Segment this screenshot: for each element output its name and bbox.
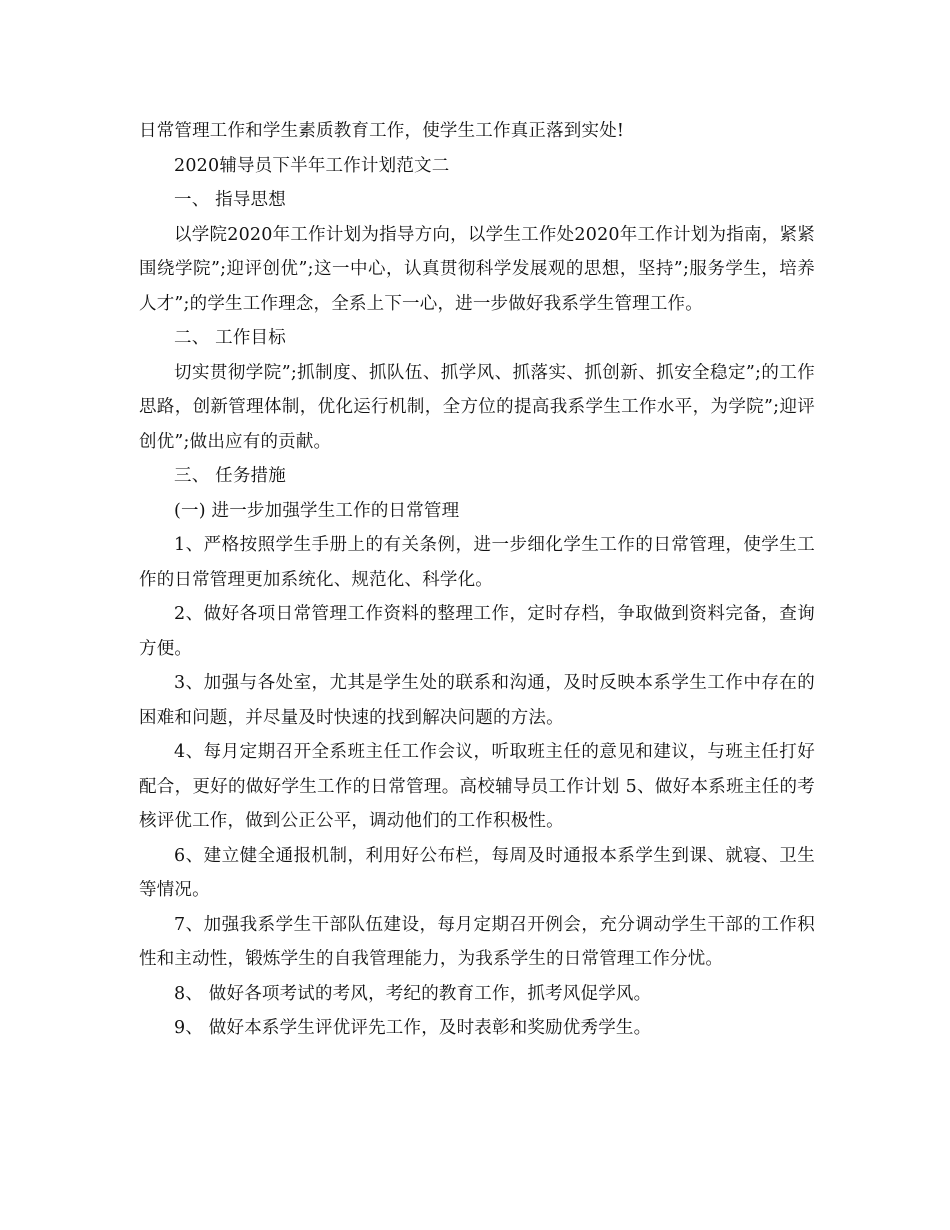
section-heading-guiding-ideology: 一、 指导思想 [174, 190, 286, 210]
section-heading-task-measures: 三、 任务措施 [174, 466, 286, 486]
list-item-9: 9、 做好本系学生评优评先工作，及时表彰和奖励优秀学生。 [174, 1018, 652, 1038]
paragraph-guiding-ideology: 以学院2020年工作计划为指导方向，以学生工作处2020年工作计划为指南，紧紧围绕学院”;迎评创优”;这一中心，认真贯彻科学发展观的思想，坚持”;服务学生，培养人才”;的学生工作理念，全系上下一心，进一步做好我系学生管理工作。 [139, 224, 815, 314]
section-heading-work-goals: 二、 工作目标 [174, 328, 286, 348]
paragraph-continuation: 日常管理工作和学生素质教育工作，使学生工作真正落到实处! [139, 121, 625, 141]
list-item-2: 2、做好各项日常管理工作资料的整理工作，定时存档，争取做到资料完备，查询方便。 [139, 604, 815, 659]
list-item-4-5: 4、每月定期召开全系班主任工作会议，听取班主任的意见和建议，与班主任打好配合，更好的做好学生工作的日常管理。高校辅导员工作计划 5、做好本系班主任的考核评优工作，做到公正公平，调动他们的工作积极性。 [139, 742, 815, 831]
list-item-1: 1、严格按照学生手册上的有关条例，进一步细化学生工作的日常管理，使学生工作的日常管理更加系统化、规范化、科学化。 [139, 535, 815, 590]
list-item-8: 8、 做好各项考试的考风，考纪的教育工作，抓考风促学风。 [174, 983, 652, 1004]
subsection-heading-daily-management: (一) 进一步加强学生工作的日常管理 [174, 500, 460, 521]
paragraph-work-goals: 切实贯彻学院”;抓制度、抓队伍、抓学风、抓落实、抓创新、抓安全稳定”;的工作思路，创新管理体制，优化运行机制，全方位的提高我系学生工作水平，为学院”;迎评创优”;做出应有的贡献。 [139, 362, 815, 452]
list-item-7: 7、加强我系学生干部队伍建设，每月定期召开例会，充分调动学生干部的工作积性和主动性，锻炼学生的自我管理能力，为我系学生的日常管理工作分忧。 [139, 914, 815, 969]
document-title: 2020辅导员下半年工作计划范文二 [174, 155, 450, 176]
list-item-6: 6、建立健全通报机制，利用好公布栏，每周及时通报本系学生到课、就寝、卫生等情况。 [139, 845, 815, 900]
list-item-3: 3、加强与各处室，尤其是学生处的联系和沟通，及时反映本系学生工作中存在的困难和问题，并尽量及时快速的找到解决问题的方法。 [139, 673, 815, 728]
document-body [139, 114, 815, 1046]
